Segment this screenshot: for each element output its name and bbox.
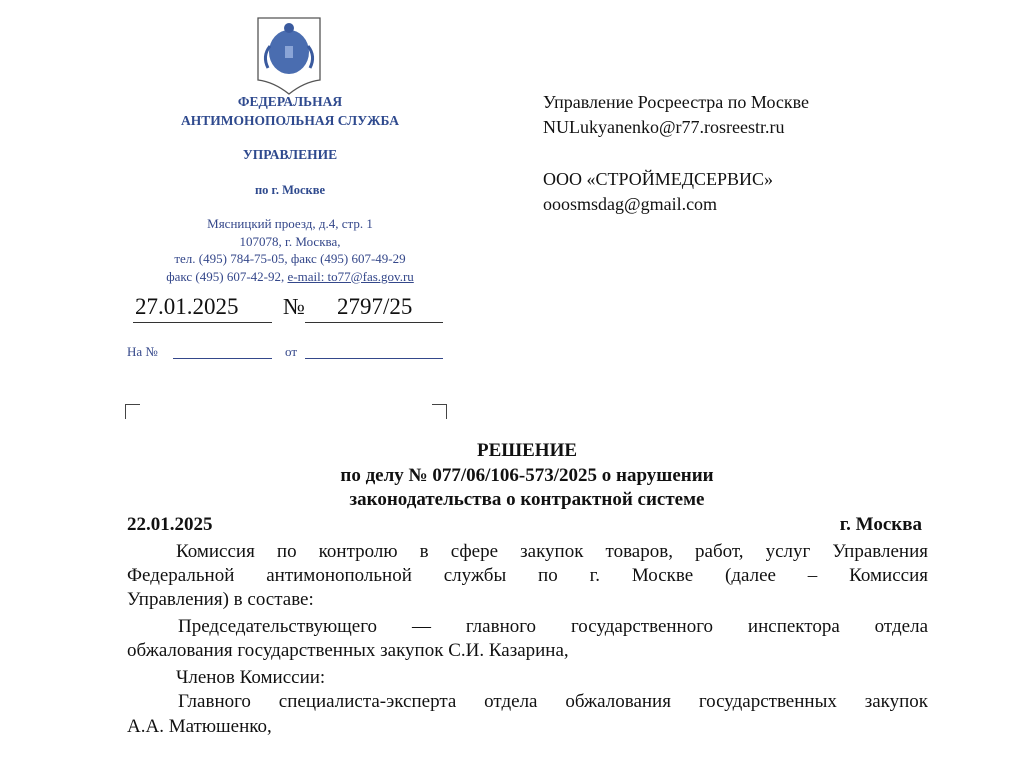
address-line: 107078, г. Москва, <box>239 233 341 249</box>
org-name-line1: ФЕДЕРАЛЬНАЯ <box>237 94 343 109</box>
recipient-name: Управление Росреестра по Москве <box>543 92 810 112</box>
coat-of-arms-emblem <box>256 16 322 96</box>
org-name-line2: АНТИМОНОПОЛЬНАЯ СЛУЖБА <box>181 113 399 128</box>
ref-label: На № <box>127 344 158 359</box>
body-line: Членов Комиссии: <box>176 667 326 688</box>
body-line: А.А. Матюшенко, <box>127 716 272 737</box>
address-line: тел. (495) 784-75-05, факс (495) 607-49-29 <box>174 251 406 266</box>
ref-underline <box>173 358 272 359</box>
ref-from-underline <box>305 358 443 359</box>
email-link[interactable]: e-mail: to77@fas.gov.ru <box>287 268 414 284</box>
number-underline <box>305 322 443 323</box>
body-line: Главного специалиста-эксперта отдела обжалования государственных закупок <box>178 691 928 712</box>
letter-date: 27.01.2025 <box>135 294 239 319</box>
dept-city: по г. Москве <box>254 183 326 197</box>
address-corner-left <box>125 404 140 419</box>
address-block <box>140 215 440 285</box>
body-line: Управления) в составе: <box>127 589 314 610</box>
letter-number: 2797/25 <box>337 294 413 319</box>
date-underline <box>133 322 272 323</box>
body-line: Федеральной антимонопольной службы по г. Москве (далее – Комиссия <box>127 565 928 586</box>
address-line: Мясницкий проезд, д.4, стр. 1 <box>207 216 373 231</box>
number-sign: № <box>283 294 305 319</box>
recipient-email: NULukyanenko@r77.rosreestr.ru <box>543 117 785 137</box>
title-line: РЕШЕНИЕ <box>476 440 578 461</box>
address-corner-right <box>432 404 447 419</box>
decision-date: 22.01.2025 <box>127 514 213 535</box>
title-line: законодательства о контрактной системе <box>349 489 705 510</box>
decision-title <box>127 439 927 513</box>
body-line: Комиссия по контролю в сфере закупок товаров, работ, услуг Управления <box>176 541 928 562</box>
fax-line <box>140 268 440 286</box>
title-line: по делу № 077/06/106-573/2025 о нарушении <box>340 464 714 486</box>
body-line: Председательствующего — главного государственного инспектора отдела <box>178 616 928 637</box>
decision-city: г. Москва <box>839 514 922 535</box>
recipient-name: ООО «СТРОЙМЕДСЕРВИС» <box>543 169 774 189</box>
ref-from-label: от <box>285 344 298 359</box>
dept-name: УПРАВЛЕНИЕ <box>242 147 338 162</box>
body-line: обжалования государственных закупок С.И. Казарина, <box>127 640 569 661</box>
recipient-email: ooosmsdag@gmail.com <box>543 194 718 214</box>
recipient-block <box>543 90 809 217</box>
fax-text: факс (495) 607-42-92, <box>166 268 288 284</box>
